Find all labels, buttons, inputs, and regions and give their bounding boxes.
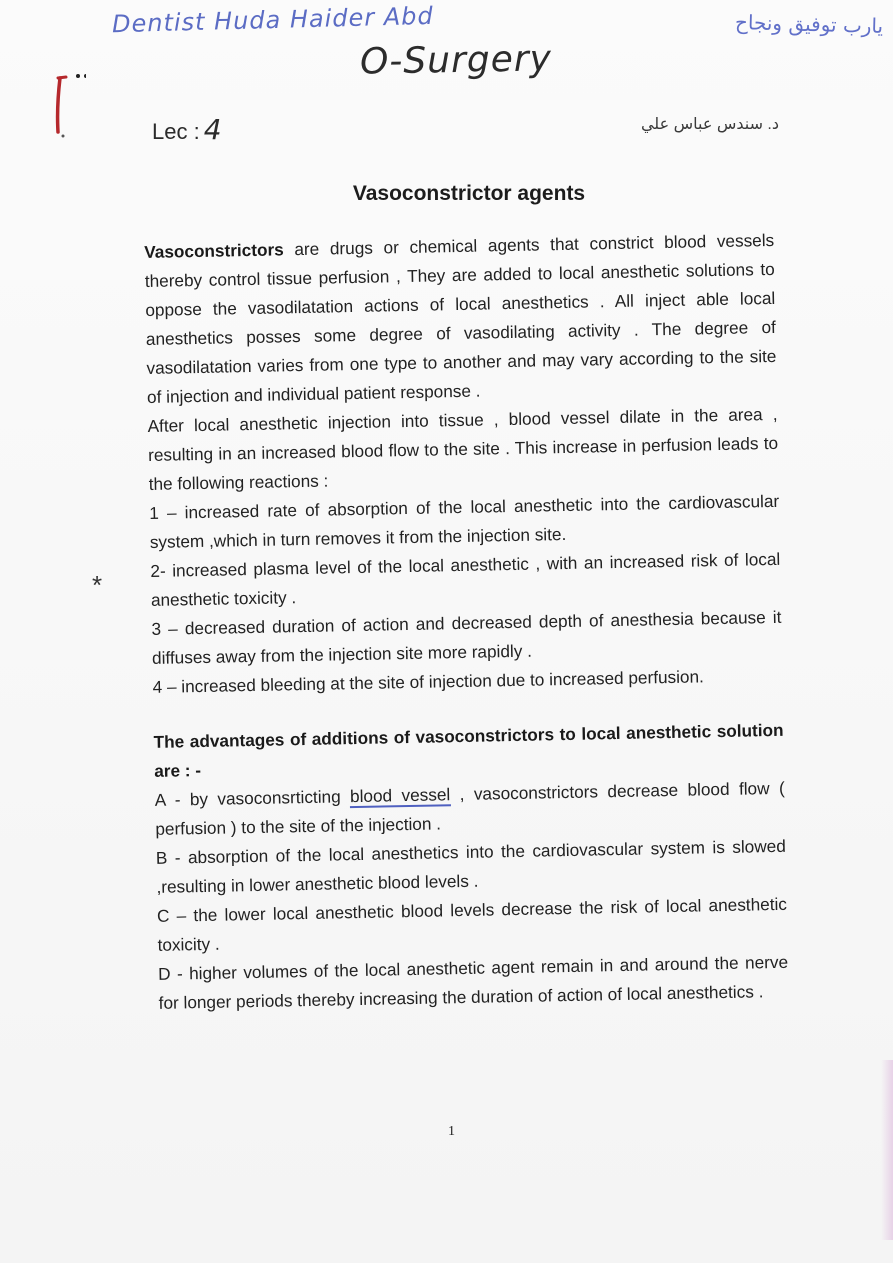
- advantage-item: D - higher volumes of the local anesthetic agent remain in and around the nerve for longer periods thereby increasing the duration of action of local anesthetics .: [157, 951, 789, 1013]
- document-title: Vasoconstrictor agents: [352, 182, 586, 205]
- page-number: 1: [448, 1124, 455, 1139]
- advantage-item: B - absorption of the local anesthetics into the cardiovascular system is slowed ,resulting in lower anesthetic blood levels .: [155, 835, 786, 897]
- intro-text: are drugs or chemical agents that constrict blood vessels thereby control tissue perfusion , They are added to local anesthetic solutions to oppose the vasodilatation actions of local anesthetics . All inject able local anesthetics posses some degree of vasodilating activity . The degree of vasodilatation varies from one type to another and may vary according to the site of injection and individual patient response .: [144, 229, 777, 407]
- advantages-heading: The advantages of additions of vasoconstrictors to local anesthetic solution are : -: [153, 719, 784, 781]
- reaction-intro-paragraph: After local anesthetic injection into tissue , blood vessel dilate in the area , resulting in an increased blood flow to the site . This increase in perfusion leads to the following reactions :: [147, 403, 779, 494]
- lecture-label: [152, 113, 222, 146]
- intro-term: Vasoconstrictors: [144, 239, 284, 262]
- reaction-item: 2- increased plasma level of the local anesthetic , with an increased risk of local anesthetic toxicity .: [150, 548, 781, 610]
- reaction-item: 4 – increased bleeding at the site of injection due to increased perfusion.: [152, 666, 705, 697]
- lecture-number: 4: [203, 113, 222, 146]
- advantage-a-post: , vasoconstrictors decrease blood flow ( perfusion ) to the site of the injection .: [155, 777, 785, 839]
- reaction-item: 1 – increased rate of absorption of the local anesthetic into the cardiovascular system ,which in turn removes it from the injection site.: [149, 490, 780, 552]
- advantage-a-pre: A - by vasoconsrticting: [154, 786, 351, 810]
- lecturer-name: د. سندس عباس علي: [640, 116, 779, 133]
- intro-paragraph: [144, 226, 777, 412]
- body-text: [144, 226, 789, 1018]
- lecture-label-text: Lec :: [152, 119, 200, 144]
- margin-bracket-mark: [50, 70, 86, 140]
- advantage-item: C – the lower local anesthetic blood levels decrease the risk of local anesthetic toxicity .: [156, 893, 788, 955]
- handwritten-subject: O-Surgery: [359, 38, 553, 83]
- page-edge-shade: [881, 1060, 893, 1240]
- advantage-a-underlined: blood vessel: [349, 784, 451, 807]
- margin-star-mark: *: [92, 570, 103, 600]
- handwritten-student-name: Dentist Huda Haider Abd: [111, 1, 435, 39]
- reaction-item: 3 – decreased duration of action and decreased depth of anesthesia because it diffuses away from the injection site more rapidly .: [151, 606, 782, 668]
- handwritten-arabic-note: يارب توفيق ونجاح: [734, 10, 884, 38]
